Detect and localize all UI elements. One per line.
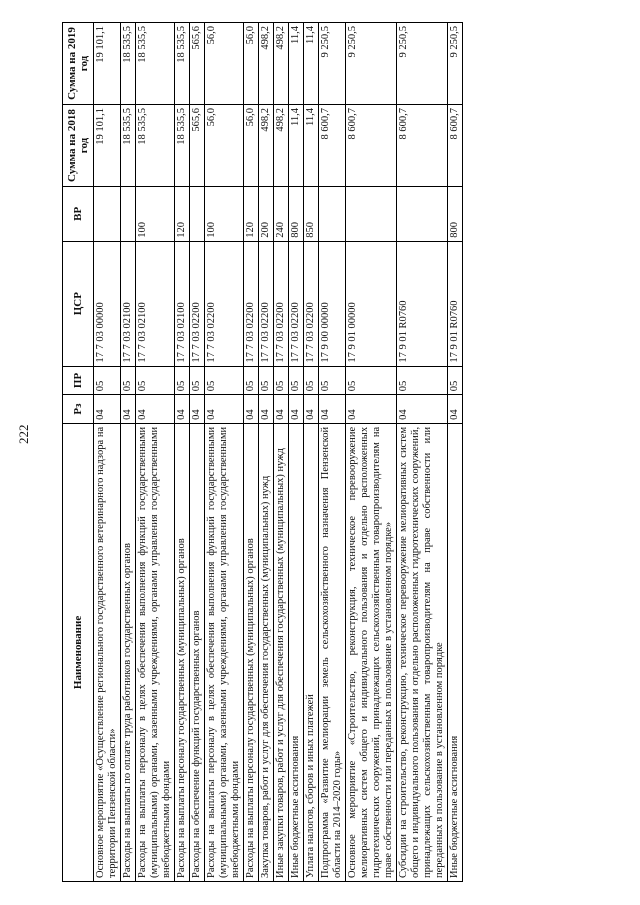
cell-pr: 05 — [175, 366, 190, 395]
table-row — [304, 23, 319, 882]
cell-sum-2019: 9 250,5 — [346, 23, 397, 105]
table-row — [448, 23, 463, 882]
table-header-row — [63, 23, 94, 882]
header-sum-2019: Сумма на 2019 год — [63, 23, 94, 105]
cell-vr: 800 — [448, 187, 463, 242]
cell-vr: 240 — [274, 187, 289, 242]
cell-sum-2018: 8 600,7 — [448, 105, 463, 187]
cell-name: Расходы на выплаты персоналу государственных (муниципальных) органов — [244, 423, 259, 881]
cell-rz: 04 — [136, 395, 175, 424]
budget-table — [62, 22, 463, 882]
cell-rz: 04 — [244, 395, 259, 424]
cell-rz: 04 — [175, 395, 190, 424]
header-vr: ВР — [63, 187, 94, 242]
cell-rz: 04 — [319, 395, 346, 424]
cell-csr: 17 7 03 02200 — [244, 241, 259, 366]
cell-sum-2018: 498,2 — [274, 105, 289, 187]
cell-csr: 17 9 01 R0760 — [397, 241, 448, 366]
cell-sum-2019: 565,6 — [190, 23, 205, 105]
rotated-page-content — [62, 22, 463, 882]
cell-csr: 17 7 03 00000 — [94, 241, 121, 366]
cell-csr: 17 7 03 02200 — [190, 241, 205, 366]
table-row — [94, 23, 121, 882]
cell-csr: 17 7 03 02200 — [259, 241, 274, 366]
cell-sum-2018: 8 600,7 — [397, 105, 448, 187]
table-row — [175, 23, 190, 882]
cell-csr: 17 7 03 02200 — [289, 241, 304, 366]
cell-name: Иные закупки товаров, работ и услуг для обеспечения государственных (муниципальных) нужд — [274, 423, 289, 881]
cell-sum-2019: 9 250,5 — [319, 23, 346, 105]
cell-sum-2019: 498,2 — [274, 23, 289, 105]
table-row — [346, 23, 397, 882]
cell-vr — [397, 187, 448, 242]
cell-name: Расходы на выплаты персоналу государственных (муниципальных) органов — [175, 423, 190, 881]
cell-vr: 120 — [244, 187, 259, 242]
cell-csr: 17 7 03 02200 — [304, 241, 319, 366]
table-row — [259, 23, 274, 882]
cell-sum-2019: 498,2 — [259, 23, 274, 105]
cell-vr: 100 — [205, 187, 244, 242]
cell-pr: 05 — [259, 366, 274, 395]
cell-sum-2019: 9 250,5 — [397, 23, 448, 105]
cell-csr: 17 7 03 02100 — [121, 241, 136, 366]
page-number: 222 — [16, 424, 31, 444]
cell-rz: 04 — [94, 395, 121, 424]
cell-csr: 17 9 01 R0760 — [448, 241, 463, 366]
cell-sum-2018: 8 600,7 — [346, 105, 397, 187]
cell-sum-2018: 565,6 — [190, 105, 205, 187]
cell-rz: 04 — [304, 395, 319, 424]
cell-sum-2018: 56,0 — [205, 105, 244, 187]
cell-vr: 100 — [136, 187, 175, 242]
cell-sum-2018: 8 600,7 — [319, 105, 346, 187]
cell-csr: 17 7 03 02200 — [274, 241, 289, 366]
cell-vr — [346, 187, 397, 242]
cell-name: Основное мероприятие «Осуществление регионального государственного ветеринарного надзора на территории Пензенской области» — [94, 423, 121, 881]
cell-rz: 04 — [121, 395, 136, 424]
table-body — [94, 23, 463, 882]
cell-rz: 04 — [259, 395, 274, 424]
cell-vr: 120 — [175, 187, 190, 242]
table-row — [289, 23, 304, 882]
cell-pr: 05 — [121, 366, 136, 395]
cell-vr: 200 — [259, 187, 274, 242]
cell-pr: 05 — [397, 366, 448, 395]
cell-pr: 05 — [346, 366, 397, 395]
table-row — [190, 23, 205, 882]
cell-vr — [190, 187, 205, 242]
cell-rz: 04 — [346, 395, 397, 424]
cell-csr: 17 7 03 02100 — [136, 241, 175, 366]
cell-sum-2018: 56,0 — [244, 105, 259, 187]
cell-sum-2019: 11,4 — [289, 23, 304, 105]
cell-sum-2019: 11,4 — [304, 23, 319, 105]
cell-vr — [319, 187, 346, 242]
cell-name: Расходы на выплаты персоналу в целях обеспечения выполнения функций государственными (муниципальными) органами, казенными учреждениями, органами управления государственными внебюджетными фондами — [136, 423, 175, 881]
cell-vr: 850 — [304, 187, 319, 242]
cell-rz: 04 — [448, 395, 463, 424]
cell-rz: 04 — [190, 395, 205, 424]
table-row — [121, 23, 136, 882]
cell-rz: 04 — [289, 395, 304, 424]
header-sum-2018: Сумма на 2018 год — [63, 105, 94, 187]
cell-sum-2019: 18 535,5 — [175, 23, 190, 105]
cell-sum-2019: 56,0 — [244, 23, 259, 105]
header-name: Наименование — [63, 423, 94, 881]
cell-pr: 05 — [94, 366, 121, 395]
table-row — [205, 23, 244, 882]
cell-vr: 800 — [289, 187, 304, 242]
cell-csr: 17 9 00 00000 — [319, 241, 346, 366]
cell-sum-2019: 9 250,5 — [448, 23, 463, 105]
cell-name: Субсидии на строительство, реконструкцию, техническое перевооружение мелиоративных систем общего и индивидуального пользования и отдельно расположенных гидротехнических сооружений, принадлежащих сельскохозяйственным товаропроизводителям на праве собственности или переданных в пользование в установленном порядке — [397, 423, 448, 881]
header-csr: ЦСР — [63, 241, 94, 366]
table-row — [136, 23, 175, 882]
cell-pr: 05 — [244, 366, 259, 395]
cell-pr: 05 — [304, 366, 319, 395]
cell-sum-2018: 498,2 — [259, 105, 274, 187]
cell-sum-2018: 18 535,5 — [121, 105, 136, 187]
cell-sum-2018: 18 535,5 — [175, 105, 190, 187]
cell-pr: 05 — [289, 366, 304, 395]
cell-sum-2019: 18 535,5 — [121, 23, 136, 105]
cell-name: Расходы на обеспечение функций государственных органов — [190, 423, 205, 881]
header-rz: Рз — [63, 395, 94, 424]
cell-pr: 05 — [136, 366, 175, 395]
cell-name: Основное мероприятие «Строительство, реконструкция, техническое перевооружение мелиоративных систем общего и индивидуального пользования и отдельно расположенных гидротехнических сооружений, принадлежащих сельскохозяйственным товаропроизводителям на праве собственности или переданных в пользование в установленном порядке» — [346, 423, 397, 881]
cell-pr: 05 — [319, 366, 346, 395]
table-row — [397, 23, 448, 882]
cell-rz: 04 — [397, 395, 448, 424]
cell-sum-2019: 18 535,5 — [136, 23, 175, 105]
table-row — [244, 23, 259, 882]
cell-name: Расходы на выплаты персоналу в целях обеспечения выполнения функций государственными (муниципальными) органами, казенными учреждениями, органами управления государственными внебюджетными фондами — [205, 423, 244, 881]
cell-csr: 17 7 03 02100 — [175, 241, 190, 366]
cell-sum-2018: 19 101,1 — [94, 105, 121, 187]
cell-pr: 05 — [205, 366, 244, 395]
table-row — [319, 23, 346, 882]
cell-name: Иные бюджетные ассигнования — [448, 423, 463, 881]
header-pr: ПР — [63, 366, 94, 395]
table-row — [274, 23, 289, 882]
cell-pr: 05 — [448, 366, 463, 395]
cell-name: Закупка товаров, работ и услуг для обеспечения государственных (муниципальных) нужд — [259, 423, 274, 881]
cell-sum-2019: 19 101,1 — [94, 23, 121, 105]
cell-vr — [121, 187, 136, 242]
cell-csr: 17 9 01 00000 — [346, 241, 397, 366]
cell-pr: 05 — [190, 366, 205, 395]
cell-csr: 17 7 03 02200 — [205, 241, 244, 366]
cell-rz: 04 — [205, 395, 244, 424]
cell-vr — [94, 187, 121, 242]
cell-sum-2018: 11,4 — [304, 105, 319, 187]
cell-sum-2019: 56,0 — [205, 23, 244, 105]
cell-name: Иные бюджетные ассигнования — [289, 423, 304, 881]
cell-pr: 05 — [274, 366, 289, 395]
cell-sum-2018: 11,4 — [289, 105, 304, 187]
cell-rz: 04 — [274, 395, 289, 424]
cell-name: Расходы на выплаты по оплате труда работников государственных органов — [121, 423, 136, 881]
cell-name: Подпрограмма «Развитие мелиорации земель сельскохозяйственного назначения Пензенской области на 2014–2020 годы» — [319, 423, 346, 881]
cell-name: Уплата налогов, сборов и иных платежей — [304, 423, 319, 881]
cell-sum-2018: 18 535,5 — [136, 105, 175, 187]
